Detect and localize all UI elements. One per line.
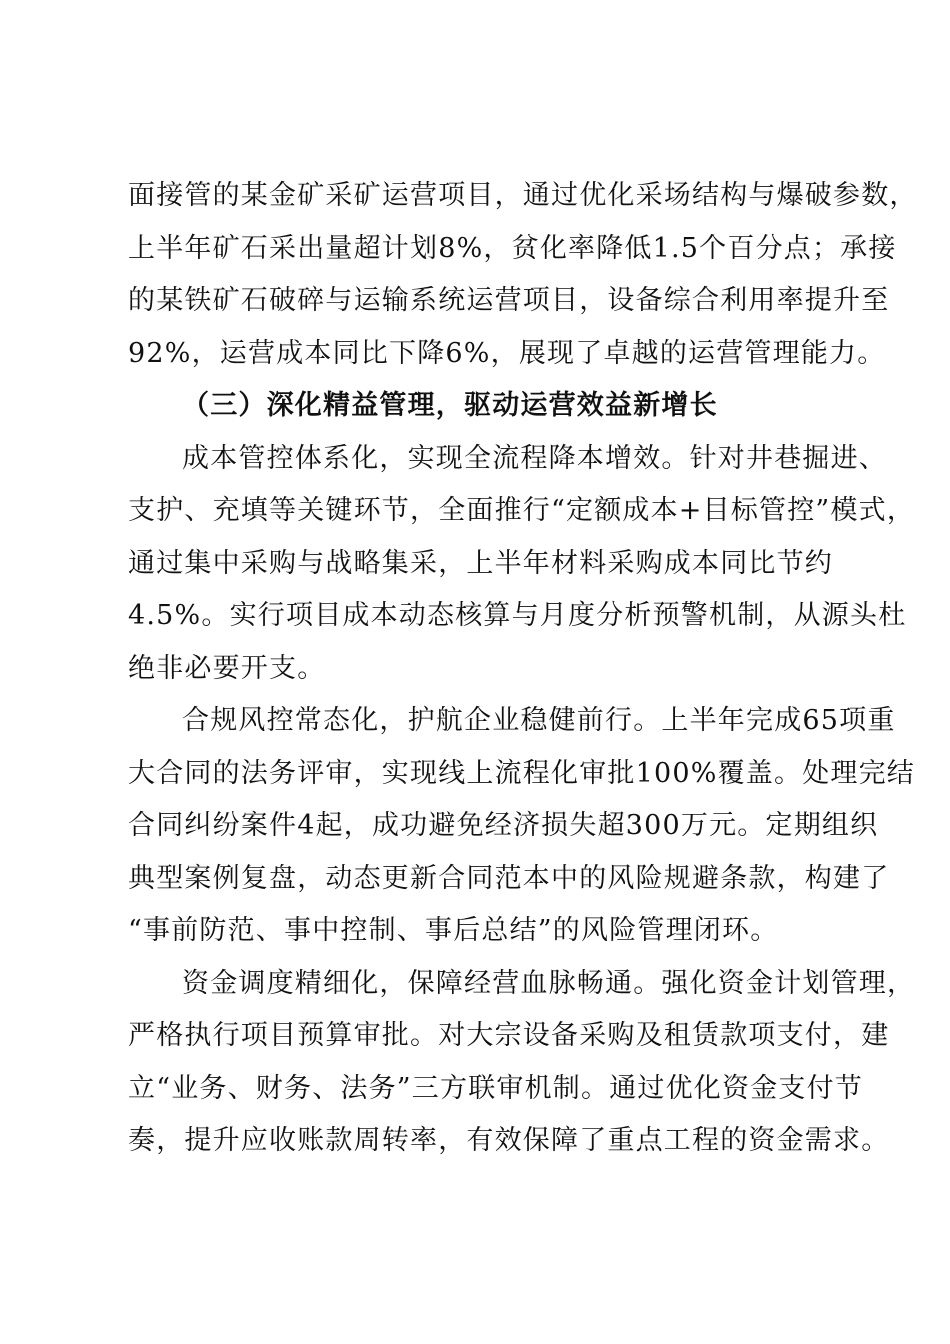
body-text-line: 4.5%。实行项目成本动态核算与月度分析预警机制，从源头杜: [128, 600, 907, 631]
body-text-line: 严格执行项目预算审批。对大宗设备采购及租赁款项支付，建: [128, 1020, 890, 1051]
body-text-line: 成本管控体系化，实现全流程降本增效。针对井巷掘进、: [182, 443, 887, 474]
body-text-line: 通过集中采购与战略集采，上半年材料采购成本同比节约: [128, 548, 833, 579]
body-text-line: 立“业务、财务、法务”三方联审机制。通过优化资金支付节: [128, 1073, 864, 1104]
body-text-line: 合同纠纷案件4起，成功避免经济损失超300万元。定期组织: [128, 810, 879, 841]
body-text-line: 奏，提升应收账款周转率，有效保障了重点工程的资金需求。: [128, 1125, 890, 1156]
body-text-line: 资金调度精细化，保障经营血脉畅通。强化资金计划管理，: [182, 968, 916, 999]
body-text-line: 面接管的某金矿采矿运营项目，通过优化采场结构与爆破参数，: [128, 180, 918, 211]
body-text-line: 大合同的法务评审，实现线上流程化审批100%覆盖。处理完结: [128, 758, 915, 789]
body-text-line: 支护、充填等关键环节，全面推行“定额成本+目标管控”模式，: [128, 495, 916, 526]
body-text-line: 的某铁矿石破碎与运输系统运营项目，设备综合利用率提升至: [128, 285, 890, 316]
section-heading-3: （三）深化精益管理，驱动运营效益新增长: [182, 390, 718, 421]
body-text-line: 典型案例复盘，动态更新合同范本中的风险规避条款，构建了: [128, 863, 890, 894]
body-text-line: “事前防范、事中控制、事后总结”的风险管理闭环。: [128, 915, 779, 946]
body-text-line: 上半年矿石采出量超计划8%，贫化率降低1.5个百分点；承接: [128, 233, 897, 264]
body-text-line: 92%，运营成本同比下降6%，展现了卓越的运营管理能力。: [128, 338, 886, 369]
body-text-line: 合规风控常态化，护航企业稳健前行。上半年完成65项重: [182, 705, 896, 736]
body-text-line: 绝非必要开支。: [128, 653, 326, 684]
